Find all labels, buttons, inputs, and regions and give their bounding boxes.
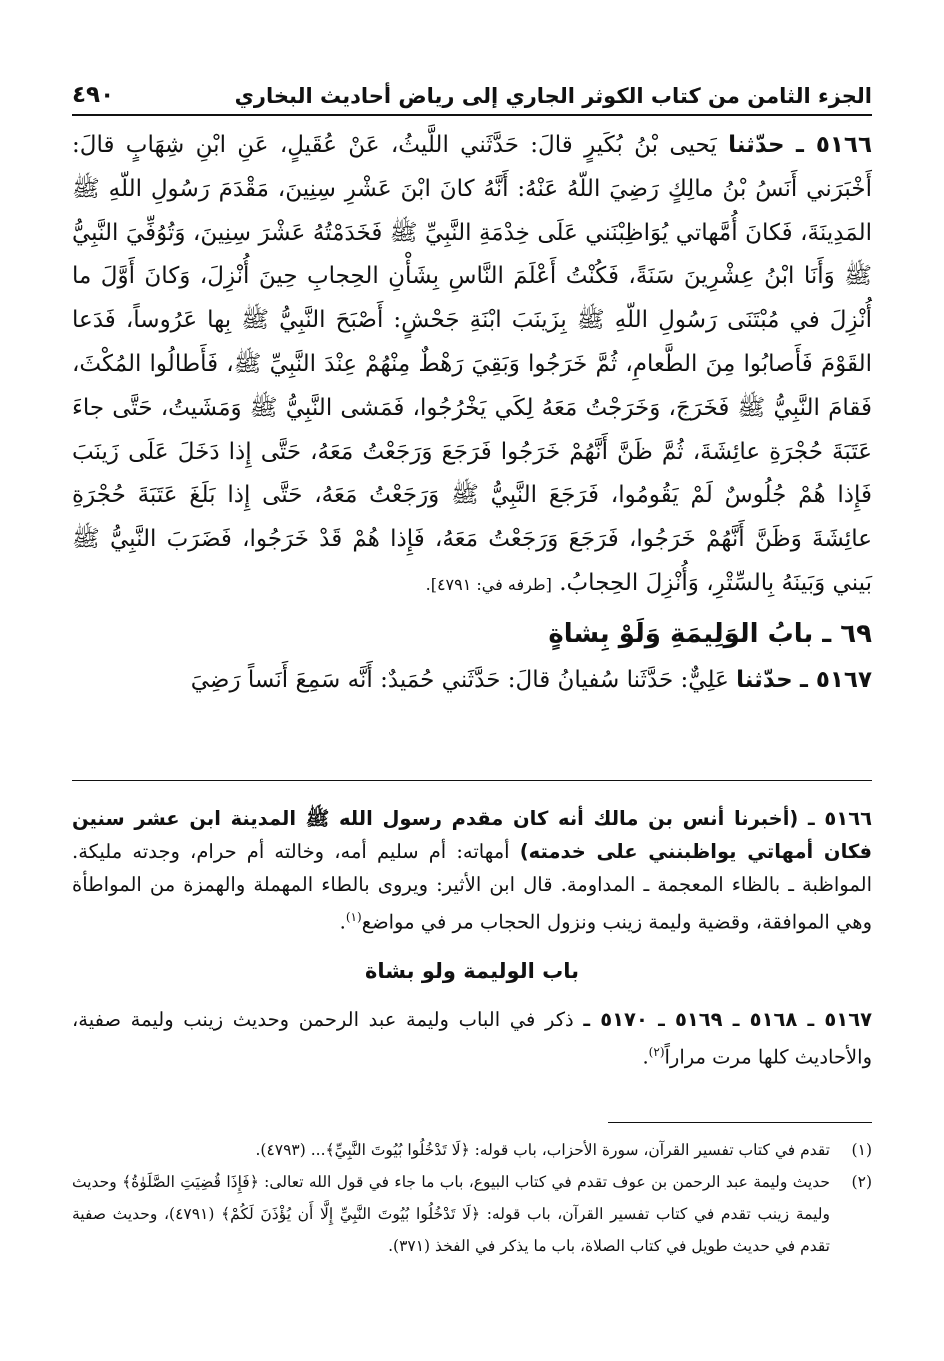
footnote (72, 1134, 872, 1166)
footnotes (72, 1134, 872, 1262)
hadith-5167 (72, 659, 872, 703)
commentary-paragraph (72, 1003, 872, 1074)
hadith-text: عَلِيٌّ: حَدَّثَنا سُفيانُ قالَ: حَدَّثَني حُمَيدٌ: أَنَّه سَمِعَ أَنَساً رَضِيَ (190, 666, 729, 693)
footnote-divider (608, 1122, 872, 1123)
main-text (72, 124, 872, 703)
running-title: الجزء الثامن من كتاب الكوثر الجاري إلى رياض أحاديث البخاري (234, 84, 872, 108)
hadith-number: ٥١٦٦ ـ (795, 132, 873, 158)
commentary-chapter-title: باب الوليمة ولو بشاة (365, 958, 579, 983)
commentary-divider (72, 780, 872, 781)
footnote (72, 1166, 872, 1262)
commentary-text: ذكر في الباب وليمة عبد الرحمن وحديث زينب وليمة صفية، والأحاديث كلها مرت مراراً (72, 1007, 872, 1068)
hadith-lead: حدّثنا (728, 132, 785, 158)
footnote-number: (٢) (851, 1173, 872, 1191)
punctuation: . (339, 910, 346, 934)
commentary-paragraph (72, 802, 872, 939)
commentary-numbers: ٥١٦٧ ـ ٥١٦٨ ـ ٥١٦٩ ـ ٥١٧٠ ـ (583, 1007, 872, 1031)
hadith-lead: حدّثنا (736, 666, 793, 693)
book-page (72, 70, 872, 1340)
chapter-heading: ٦٩ ـ بابُ الوَلِيمَةِ وَلَوْ بِشاةٍ (548, 618, 872, 649)
hadith-5166 (72, 124, 872, 607)
hadith-number: ٥١٦٧ ـ (799, 666, 872, 693)
cross-reference: [طرفه في: ٤٧٩١]. (425, 574, 552, 594)
page-number: ٤٩٠ (72, 82, 115, 108)
commentary-text: أمهاته: أم سليم أمه، وخالته أم حرام، وجدته مليكة. المواظبة ـ بالظاء المعجمة ـ المداومة. قال ابن الأثير: ويروى بالطاء المهملة والهمزة من المواطأة وهي الموافقة، وقضية وليمة زينب ونزول الحجاب مر في مواضع (72, 840, 872, 934)
punctuation: . (642, 1045, 649, 1068)
running-header (72, 70, 872, 116)
footnote-number: (١) (851, 1141, 872, 1159)
footnote-text: حديث وليمة عبد الرحمن بن عوف تقدم في كتاب البيوع، باب ما جاء في قول الله تعالى: ﴿فَإِذَا قُضِيَتِ الصَّلَوٰةُ﴾ وحديث وليمة زينب تقدم في كتاب تفسير القرآن، باب قوله: ﴿لَا تَدْخُلُوا بُيُوتَ النَّبِيِّ إِلَّا أَن يُؤْذَنَ لَكُمْ﴾ (٤٧٩١)، وحديث صفية تقدم في حديث طويل في كتاب الصلاة، باب ما يذكر في الفخذ (٣٧١). (72, 1173, 830, 1255)
hadith-text: يَحيى بْنُ بُكَيرٍ قالَ: حَدَّثَني اللَّيثُ، عَنْ عُقَيلٍ، عَنِ ابْنِ شِهَابٍ قالَ: أَخْبَرَني أَنَسُ بْنُ مالِكٍ رَضِيَ اللّهُ عَنْهُ: أَنَّهُ كانَ ابْنَ عَشْرِ سِنِينَ، مَقْدَمَ رَسُولِ اللّهِ ﷺ المَدِينَةَ، فَكانَ أُمَّهاتي يُوَاظِبْنَني عَلَى خِدْمَةِ النَّبِيِّ ﷺ فَخَدَمْتُهُ عَشْرَ سِنِينَ، وَتُوُفِّيَ النَّبِيُّ ﷺ وَأَنَا ابْنُ عِشْرِينَ سَنَةً، فَكُنْتُ أَعْلَمَ النَّاسِ بِشَأْنِ الحِجابِ حِينَ أُنْزِلَ، وَكانَ أَوَّلَ ما أُنْزِلَ في مُبْتَنَى رَسُولِ اللّهِ ﷺ بِزَينَبَ ابْنَةِ جَحْشٍ: أَصْبَحَ النَّبِيُّ ﷺ بِها عَرُوساً، فَدَعا القَوْمَ فَأَصابُوا مِنَ الطَّعامِ، ثُمَّ خَرَجُوا وَبَقِيَ رَهْطٌ مِنْهُمْ عِنْدَ النَّبِيِّ ﷺ، فَأَطالُوا المُكْثَ، فَقامَ النَّبِيُّ ﷺ فَخَرَجَ، وَخَرَجْتُ مَعَهُ لِكَي يَخْرُجُوا، فَمَشى النَّبِيُّ ﷺ وَمَشَيتُ، حَتَّى جاءَ عَتَبَةَ حُجْرَةِ عائِشَةَ، ثُمَّ ظَنَّ أَنَّهُمْ خَرَجُوا فَرَجَعَ وَرَجَعْتُ مَعَهُ، حَتَّى إِذا دَخَلَ عَلَى زَينَبَ فَإِذا هُمْ جُلُوسٌ لَمْ يَقُومُوا، فَرَجَعَ النَّبِيُّ ﷺ وَرَجَعْتُ مَعَهُ، حَتَّى إِذا بَلَغَ عَتَبَةَ حُجْرَةِ عائِشَةَ وَظَنَّ أَنَّهُمْ خَرَجُوا، فَرَجَعَ وَرَجَعْتُ مَعَهُ، فَإِذا هُمْ قَدْ خَرَجُوا، فَضَرَبَ النَّبِيُّ ﷺ بَيني وَبَينَهُ بِالسِّتْرِ، وَأُنْزِلَ الحِجابُ. (72, 132, 872, 596)
commentary-quote: ٥١٦٦ ـ (أخبرنا أنس بن مالك أنه كان مقدم رسول الله ﷺ المدينة ابن عشر سنين فكان أمهاتي يواظبنني على خدمته) (72, 807, 873, 863)
footnote-text: تقدم في كتاب تفسير القرآن، سورة الأحزاب، باب قوله: ﴿لَا تَدْخُلُوا بُيُوتَ النَّبِيِّ﴾... (٤٧٩٣). (255, 1141, 830, 1159)
footnote-marker: (٢) (648, 1044, 665, 1059)
footnote-marker: (١) (345, 910, 362, 924)
commentary (72, 802, 872, 1073)
